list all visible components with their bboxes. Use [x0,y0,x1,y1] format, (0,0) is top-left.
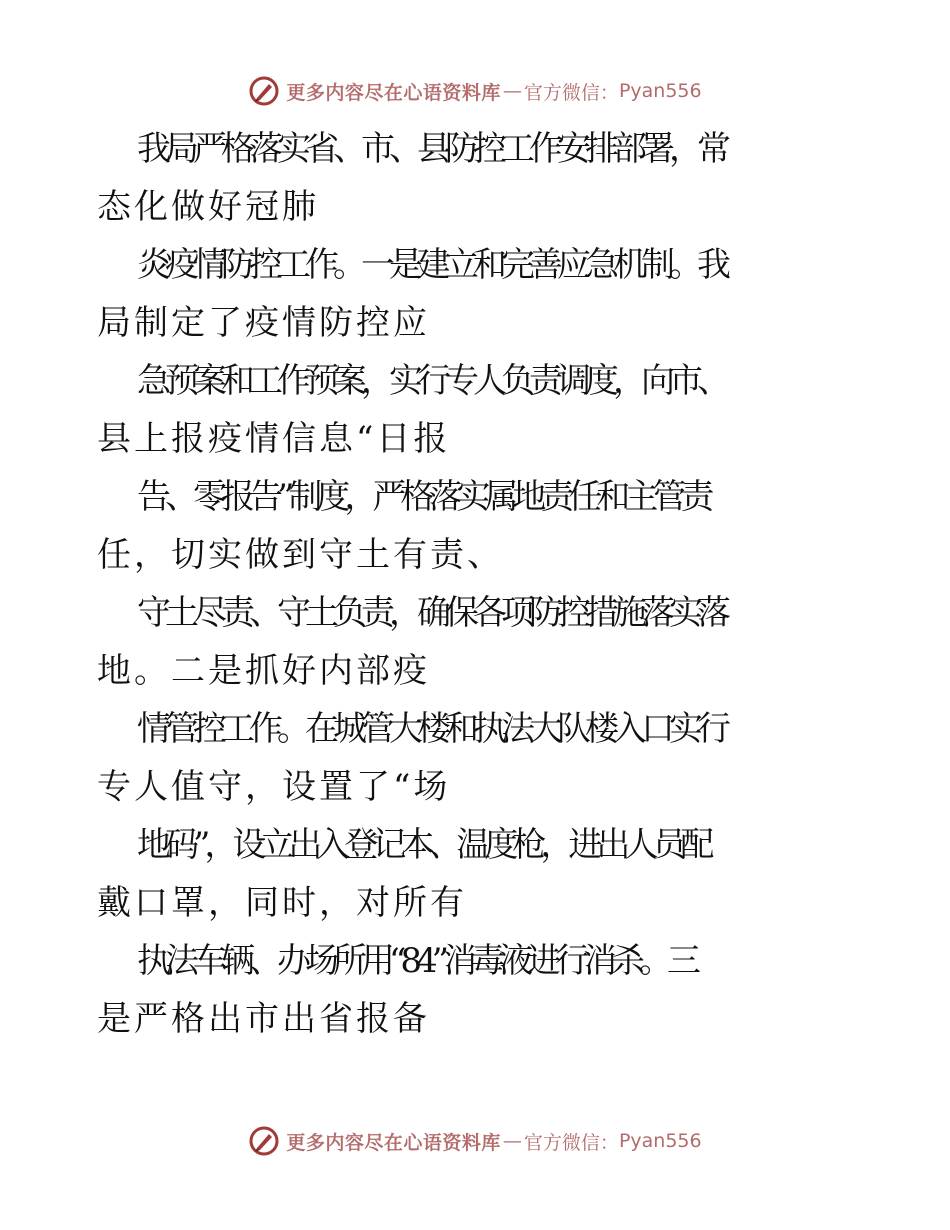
paragraph-line: 执法车辆、办场所用“84”消毒液进行消杀。三 [137,941,696,981]
paragraph-line: 地。二是抓好内部疫 [97,651,430,691]
paragraph [97,932,853,1048]
watermark-separator: — [502,80,522,102]
paragraph-line: 县上报疫情信息“日报 [97,419,451,459]
paragraph-line: 是严格出市出省报备 [97,999,430,1039]
paragraph-line: 情管控工作。在城管大楼和执法大队楼入口实行 [137,709,725,749]
paragraph-line: 局制定了疫情防控应 [97,303,430,343]
watermark-separator: — [502,1130,522,1152]
paragraph [97,120,853,236]
footer-watermark [0,1121,950,1161]
paragraph-line: 告、零报告”制度，严格落实属地责任和主管责 [137,477,709,517]
document-body [97,120,853,1048]
watermark-brand: 更多内容尽在心语资料库 [286,1131,501,1154]
paragraph [97,352,853,468]
paragraph-line: 守土尽责、守土负责，确保各项防控措施落实落 [137,593,725,633]
paragraph-line: 地码”，设立出入登记本、温度枪，进出人员配 [137,825,709,865]
paragraph-line: 专人值守，设置了“场 [97,767,451,807]
paragraph [97,236,853,352]
paragraph-line: 我局严格落实省、市、县防控工作安排部署，常 [137,129,725,169]
watermark-id: Pyan556 [618,80,702,102]
header-watermark [0,71,950,111]
paragraph-line: 急预案和工作预案，实行专人负责调度，向市、 [137,361,725,401]
watermark-brand: 更多内容尽在心语资料库 [286,81,501,104]
paragraph [97,816,853,932]
paragraph-line: 任，切实做到守土有责、 [97,535,504,575]
paragraph [97,468,853,584]
paragraph-line: 戴口罩，同时，对所有 [97,883,467,923]
pen-logo-icon [248,75,280,107]
watermark-label: 官方微信： [523,81,619,104]
paragraph-line: 炎疫情防控工作。一是建立和完善应急机制。我 [137,245,725,285]
paragraph-line: 态化做好冠肺 [97,187,319,227]
paragraph [97,584,853,700]
watermark-id: Pyan556 [618,1130,702,1152]
paragraph [97,700,853,816]
watermark-label: 官方微信： [523,1131,619,1154]
pen-logo-icon [248,1125,280,1157]
